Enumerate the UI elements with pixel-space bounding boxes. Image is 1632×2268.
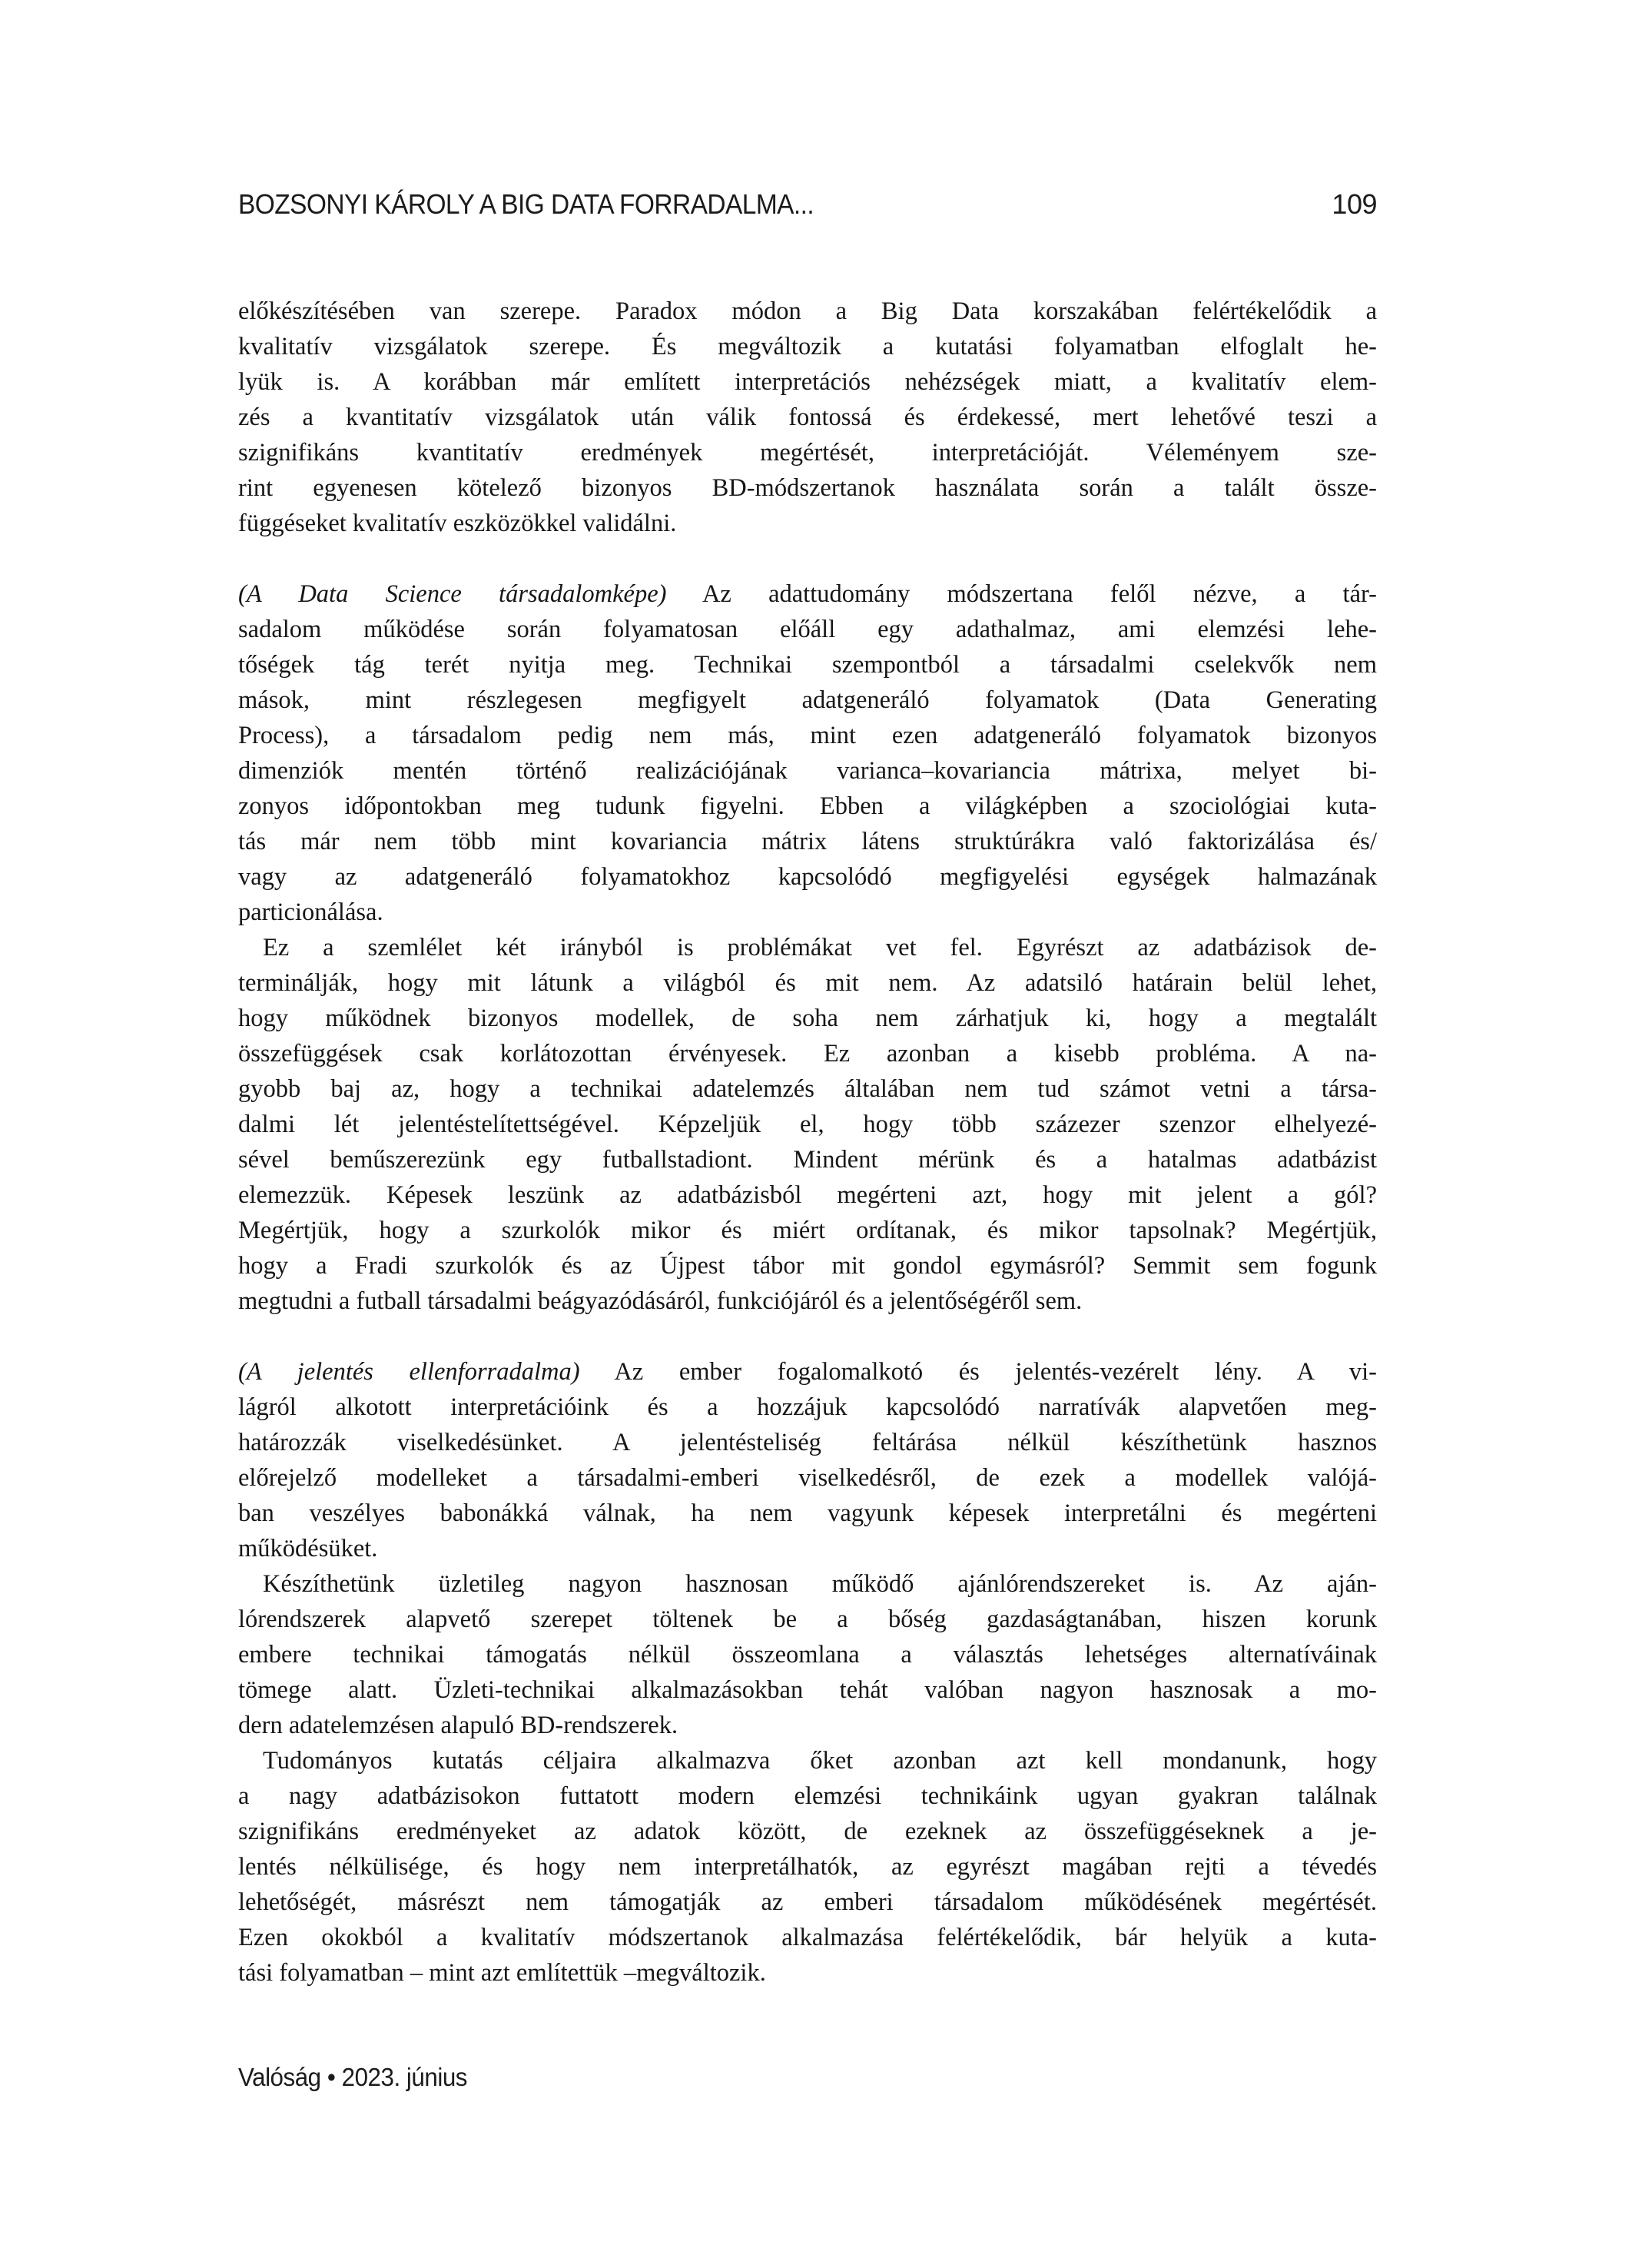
running-title: BOZSONYI KÁROLY A BIG DATA FORRADALMA... [238, 188, 814, 220]
text-line-p2-3: tőségek tág terét nyitja meg. Technikai szempontból a társadalmi cselekvők nem [238, 651, 1377, 679]
text-line-p2-6: dimenziók mentén történő realizációjának varianca–kovariancia mátrixa, melyet bi- [238, 757, 1377, 785]
text-line-p4-1: (A jelentés ellenforradalma) Az ember fogalomalkotó és jelentés-vezérelt lény. A vi- [238, 1358, 1378, 1386]
page-header [238, 189, 1377, 220]
text-line-p1-5: szignifikáns kvantitatív eredmények megértését, interpretációját. Véleményem sze- [238, 439, 1377, 467]
text-line-p3-1: Ez a szemlélet két irányból is problémákat vet fel. Egyrészt az adatbázisok de- [263, 934, 1377, 961]
text-line-p3-2: terminálják, hogy mit látunk a világból és mit nem. Az adatsiló határain belül lehet, [238, 969, 1377, 997]
text-line-p2-5: Process), a társadalom pedig nem más, mint ezen adatgeneráló folyamatok bizonyos [238, 722, 1377, 749]
text-line-p4-2: lágról alkotott interpretációink és a hozzájuk kapcsolódó narratívák alapvetően meg- [238, 1393, 1377, 1421]
text-line-p5-4: tömege alatt. Üzleti-technikai alkalmazásokban tehát valóban nagyon hasznosak a mo- [238, 1676, 1377, 1704]
text-line-p1-4: zés a kvantitatív vizsgálatok után válik fontossá és érdekessé, mert lehetővé teszi a [238, 403, 1377, 431]
text-line-p5-3: embere technikai támogatás nélkül összeomlana a választás lehetséges alternatíváinak [238, 1641, 1377, 1669]
text-line-p1-6: rint egyenesen kötelező bizonyos BD-módszertanok használata során a talált össze- [238, 474, 1377, 502]
section-lead-italic: (A jelentés ellenforradalma) [238, 1358, 580, 1386]
text-line-p4-4: előrejelző modelleket a társadalmi-emberi viselkedésről, de ezek a modellek valójá- [238, 1464, 1377, 1492]
text-line-p2-7: zonyos időpontokban meg tudunk figyelni. Ebben a világképben a szociológiai kuta- [238, 792, 1377, 820]
paragraph-gap [238, 541, 1377, 576]
page-number: 109 [1332, 188, 1377, 220]
text-line-p6-5: lehetőségét, másrészt nem támogatják az emberi társadalom működésének megértését. [238, 1888, 1377, 1916]
text-line-p4-6: működésüket. [238, 1535, 378, 1562]
text-line-p3-8: elemezzük. Képesek leszünk az adatbázisból megérteni azt, hogy mit jelent a gól? [238, 1181, 1377, 1209]
text-line-p2-8: tás már nem több mint kovariancia mátrix látens struktúrákra való faktorizálása és/ [238, 828, 1377, 855]
text-line-p3-6: dalmi lét jelentéstelítettségével. Képzeljük el, hogy több százezer szenzor elhelyezé- [238, 1111, 1377, 1138]
footer-journal-line: Valóság • 2023. június [238, 2063, 467, 2091]
text-line-p5-2: lórendszerek alapvető szerepet töltenek be a bőség gazdaságtanában, hiszen korunk [238, 1606, 1377, 1633]
paragraph-gap [238, 1319, 1377, 1354]
text-line-p6-3: szignifikáns eredményeket az adatok között, de ezeknek az összefüggéseknek a je- [238, 1818, 1377, 1845]
text-line-p3-7: sével beműszerezünk egy futballstadiont. Mindent mérünk és a hatalmas adatbázist [238, 1146, 1377, 1174]
text-line-p6-6: Ezen okokból a kvalitatív módszertanok alkalmazása felértékelődik, bár helyük a kuta- [238, 1924, 1377, 1951]
text-line-p2-10: particionálása. [238, 898, 383, 926]
text-line-p1-1: előkészítésében van szerepe. Paradox módon a Big Data korszakában felértékelődik a [238, 297, 1377, 325]
text-line-p1-7: függéseket kvalitatív eszközökkel validálni. [238, 510, 677, 537]
text-line-p6-7: tási folyamatban – mint azt említettük –megváltozik. [238, 1959, 766, 1987]
section-lead-italic: (A Data Science társadalomképe) [238, 580, 667, 608]
text-line-p3-3: hogy működnek bizonyos modellek, de soha nem zárhatjuk ki, hogy a megtalált [238, 1004, 1377, 1032]
text-line-p3-4: összefüggések csak korlátozottan érvényesek. Ez azonban a kisebb probléma. A na- [238, 1040, 1377, 1068]
text-line-p6-4: lentés nélkülisége, és hogy nem interpretálhatók, az egyrészt magában rejti a tévedés [238, 1853, 1377, 1881]
text-line-p4-5: ban veszélyes babonákká válnak, ha nem vagyunk képesek interpretálni és megérteni [238, 1499, 1377, 1527]
text-line-p2-9: vagy az adatgeneráló folyamatokhoz kapcsolódó megfigyelési egységek halmazának [238, 863, 1377, 891]
text-line-p3-10: hogy a Fradi szurkolók és az Újpest tábor mit gondol egymásról? Semmit sem fogunk [238, 1252, 1377, 1280]
text-line-p6-2: a nagy adatbázisokon futtatott modern elemzési technikáink ugyan gyakran találnak [238, 1782, 1377, 1810]
text-line-p5-1: Készíthetünk üzletileg nagyon hasznosan működő ajánlórendszereket is. Az aján- [263, 1570, 1377, 1598]
text-line-p2-1: (A Data Science társadalomképe) Az adattudomány módszertana felől nézve, a tár- [238, 580, 1377, 608]
text-line-p4-3: határozzák viselkedésünket. A jelentésteliség feltárása nélkül készíthetünk hasznos [238, 1429, 1377, 1456]
text-line-p3-9: Megértjük, hogy a szurkolók mikor és miért ordítanak, és mikor tapsolnak? Megértjük, [238, 1217, 1377, 1244]
text-line-p6-1: Tudományos kutatás céljaira alkalmazva őket azonban azt kell mondanunk, hogy [263, 1747, 1377, 1775]
text-line-p2-2: sadalom működése során folyamatosan előáll egy adathalmaz, ami elemzési lehe- [238, 616, 1377, 643]
text-line-p2-4: mások, mint részlegesen megfigyelt adatgeneráló folyamatok (Data Generating [238, 686, 1377, 714]
text-line-p1-2: kvalitatív vizsgálatok szerepe. És megváltozik a kutatási folyamatban elfoglalt he- [238, 333, 1377, 360]
text-line-p1-3: lyük is. A korábban már említett interpretációs nehézségek miatt, a kvalitatív elem- [238, 368, 1377, 396]
text-line-p3-5: gyobb baj az, hogy a technikai adatelemzés általában nem tud számot vetni a társa- [238, 1075, 1377, 1103]
text-line-p5-5: dern adatelemzésen alapuló BD-rendszerek. [238, 1712, 678, 1739]
text-line-p3-11: megtudni a futball társadalmi beágyazódásáról, funkciójáról és a jelentőségéről sem. [238, 1287, 1083, 1315]
page-body [238, 294, 1377, 1991]
